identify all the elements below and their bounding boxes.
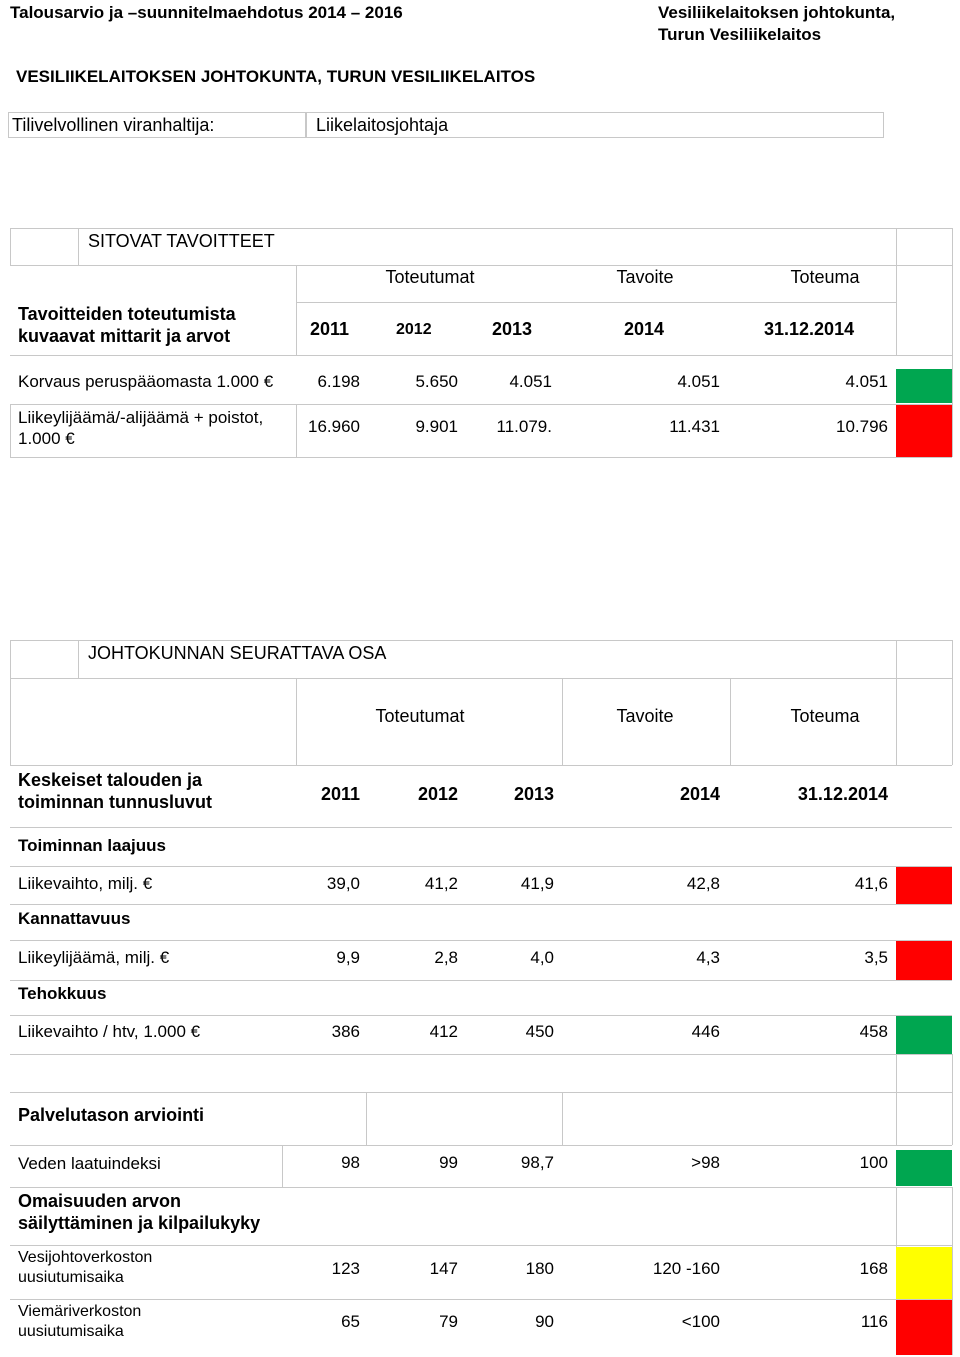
section1-row2-result: 10.796 — [836, 417, 888, 436]
section1-row1-label: Korvaus peruspääomasta 1.000 € — [18, 372, 274, 391]
section2-year-2014: 2014 — [679, 784, 720, 804]
row-water-quality-2014: >98 — [691, 1153, 720, 1172]
section1-row2-2012: 9.901 — [415, 417, 458, 436]
section1-date: 31.12.2014 — [764, 319, 855, 339]
section2-group-target: Tavoite — [616, 706, 674, 726]
section3-subtitle: Omaisuuden arvon säilyttäminen ja kilpailukyky — [18, 1191, 261, 1233]
section2-group-actuals: Toteutumat — [375, 706, 465, 726]
row-revenue-result: 41,6 — [854, 874, 888, 893]
row-revenue-2013: 41,9 — [520, 874, 554, 893]
section1-row1-result: 4.051 — [845, 372, 888, 391]
responsible-value: Liikelaitosjohtaja — [316, 115, 449, 135]
section1-row2-2011: 16.960 — [308, 417, 360, 436]
section2-year-2011: 2011 — [320, 784, 360, 804]
section2-title: JOHTOKUNNAN SEURATTAVA OSA — [88, 643, 387, 663]
row-water-quality-label: Veden laatuindeksi — [18, 1154, 161, 1173]
row-sewer-network-2014: <100 — [681, 1312, 720, 1331]
group-heading-scope: Toiminnan laajuus — [18, 836, 166, 855]
section1-group-actuals: Toteutumat — [385, 267, 475, 287]
page-header-right-1: Vesiliikelaitoksen johtokunta, — [658, 3, 896, 22]
row-sewer-network-2013: 90 — [535, 1312, 554, 1331]
section2-date: 31.12.2014 — [797, 784, 888, 804]
row-water-quality-2013: 98,7 — [520, 1153, 554, 1172]
page-header-right-2: Turun Vesiliikelaitos — [658, 25, 822, 44]
section1-group-result: Toteuma — [790, 267, 860, 287]
section1-row1-2011: 6.198 — [317, 372, 360, 391]
row-revenue-per-fte-2011: 386 — [331, 1022, 360, 1041]
status-indicator-red — [896, 867, 952, 904]
section3-title: Palvelutason arviointi — [18, 1105, 205, 1125]
row-water-quality-2012: 99 — [439, 1153, 458, 1172]
section2-group-result: Toteuma — [790, 706, 860, 726]
section1-year-2012: 2012 — [396, 321, 432, 338]
row-surplus-2012: 2,8 — [434, 948, 458, 967]
section1-year-2013: 2013 — [492, 319, 533, 339]
section2-year-2013: 2013 — [513, 784, 554, 804]
row-revenue-per-fte-label: Liikevaihto / htv, 1.000 € — [18, 1022, 201, 1041]
row-revenue-2014: 42,8 — [686, 874, 720, 893]
row-water-network-2012: 147 — [429, 1259, 458, 1278]
section1-row2-2014: 11.431 — [669, 417, 720, 436]
row-water-network-label: Vesijohtoverkoston uusiutumisaika — [18, 1249, 153, 1286]
row-water-quality-result: 100 — [859, 1153, 888, 1172]
section1-row-label: Tavoitteiden toteutumista kuvaavat mittarit ja arvot — [18, 304, 236, 346]
row-surplus-result: 3,5 — [864, 948, 888, 967]
group-heading-profitability: Kannattavuus — [18, 909, 131, 928]
row-revenue-per-fte-2012: 412 — [429, 1022, 458, 1041]
section1-title: SITOVAT TAVOITTEET — [88, 231, 275, 251]
status-indicator-yellow — [896, 1247, 952, 1299]
status-indicator-red — [896, 405, 952, 457]
status-indicator-green — [896, 369, 952, 403]
row-surplus-2014: 4,3 — [696, 948, 720, 967]
row-surplus-2011: 9,9 — [336, 948, 360, 967]
section1-row2-label: Liikeylijäämä/-alijäämä + poistot, 1.000 € — [18, 408, 264, 448]
responsible-label: Tilivelvollinen viranhaltija: — [12, 115, 215, 135]
row-water-network-2013: 180 — [525, 1259, 554, 1278]
status-indicator-green — [896, 1150, 952, 1186]
section1-row1-2014: 4.051 — [677, 372, 720, 391]
row-revenue-2012: 41,2 — [424, 874, 458, 893]
row-revenue-label: Liikevaihto, milj. € — [18, 874, 153, 893]
section2-row-label: Keskeiset talouden ja toiminnan tunnusluvut — [18, 770, 212, 812]
status-indicator-red — [896, 1300, 952, 1355]
status-indicator-green — [896, 1016, 952, 1054]
section1-row2-2013: 11.079. — [496, 417, 552, 436]
row-water-quality-2011: 98 — [341, 1153, 360, 1172]
section2-year-2012: 2012 — [417, 784, 458, 804]
row-sewer-network-2012: 79 — [439, 1312, 458, 1331]
row-sewer-network-label: Viemäriverkoston uusiutumisaika — [18, 1303, 142, 1340]
document-title: VESILIIKELAITOKSEN JOHTOKUNTA, TURUN VESILIIKELAITOS — [16, 67, 536, 86]
row-revenue-per-fte-2014: 446 — [691, 1022, 720, 1041]
section1-group-target: Tavoite — [616, 267, 674, 287]
row-revenue-2011: 39,0 — [326, 874, 360, 893]
row-sewer-network-result: 116 — [860, 1312, 888, 1331]
row-surplus-label: Liikeylijäämä, milj. € — [18, 948, 170, 967]
status-indicator-red — [896, 941, 952, 980]
row-sewer-network-2011: 65 — [341, 1312, 360, 1331]
page-header-left: Talousarvio ja –suunnitelmaehdotus 2014 – 2016 — [10, 3, 403, 22]
row-water-network-result: 168 — [859, 1259, 888, 1278]
row-revenue-per-fte-result: 458 — [859, 1022, 888, 1041]
row-surplus-2013: 4,0 — [530, 948, 554, 967]
section1-year-2014: 2014 — [624, 319, 665, 339]
row-water-network-2011: 123 — [331, 1259, 360, 1278]
section1-row1-2012: 5.650 — [415, 372, 458, 391]
section1-year-2011: 2011 — [310, 319, 350, 339]
row-revenue-per-fte-2013: 450 — [525, 1022, 554, 1041]
row-water-network-2014: 120 -160 — [652, 1259, 720, 1278]
group-heading-efficiency: Tehokkuus — [18, 984, 107, 1003]
section1-row1-2013: 4.051 — [509, 372, 552, 391]
